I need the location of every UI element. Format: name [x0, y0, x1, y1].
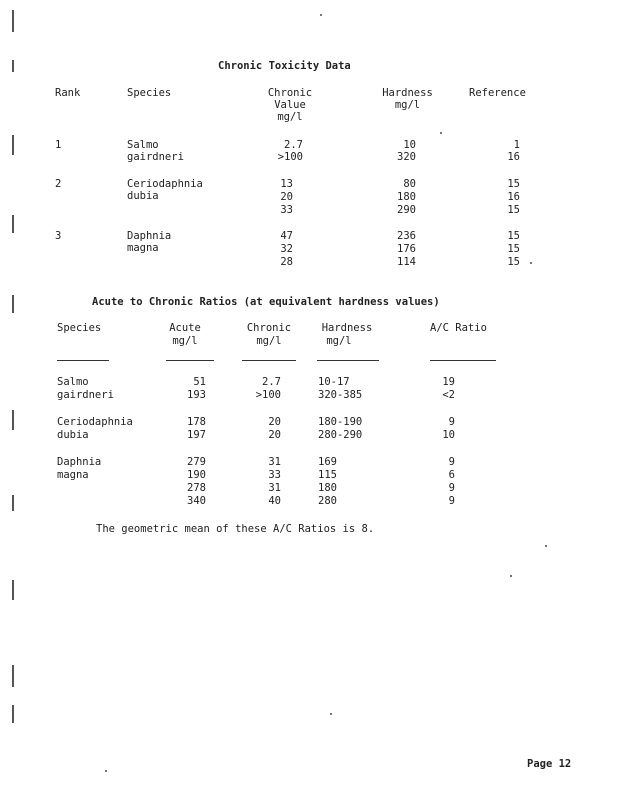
header-underline	[430, 360, 496, 361]
table1-chronic-value: 13	[280, 178, 293, 190]
table1-header-chronic: Value	[274, 99, 306, 111]
table1-hardness-value: 180	[397, 191, 416, 203]
table2-header-ratio: A/C Ratio	[430, 322, 487, 334]
table1-header-reference: Reference	[469, 87, 526, 99]
table2-chronic-value: 31	[268, 482, 281, 494]
table2-hardness-value: 320-385	[318, 389, 363, 401]
table1-reference-value: 16	[507, 151, 520, 163]
table2-chronic-value: 33	[268, 469, 281, 481]
table1-species: Ceriodaphnia	[127, 178, 203, 190]
scan-speck	[105, 770, 107, 772]
table2-hardness-value: 169	[318, 456, 337, 468]
table1-reference-value: 15	[507, 178, 520, 190]
table2-species: Ceriodaphnia	[57, 416, 133, 428]
table1-hardness-value: 320	[397, 151, 416, 163]
table2-acute-value: 278	[187, 482, 206, 494]
table1-header-hardness: Hardness	[382, 87, 433, 99]
table2-chronic-value: 20	[268, 429, 281, 441]
table2-ratio-value: 6	[448, 469, 455, 481]
table2-header-acute: Acute	[169, 322, 201, 334]
table1-chronic-value: 47	[280, 230, 293, 242]
scan-edge-mark	[12, 10, 14, 32]
table2-acute-value: 178	[187, 416, 206, 428]
scan-speck	[440, 132, 442, 134]
table1-header-chronic: Chronic	[267, 87, 313, 99]
table2-acute-value: 340	[187, 495, 206, 507]
table2-header-acute: mg/l	[172, 335, 198, 347]
header-underline	[242, 360, 296, 361]
table2-species: Daphnia	[57, 456, 102, 468]
table1-reference-value: 15	[507, 243, 520, 255]
scan-speck	[320, 14, 322, 16]
geometric-mean-note: The geometric mean of these A/C Ratios is 8.	[96, 523, 375, 535]
scan-edge-mark	[12, 60, 14, 72]
table2-chronic-value: >100	[255, 389, 281, 401]
scan-speck	[545, 545, 547, 547]
scan-edge-mark	[12, 410, 14, 430]
table2-header-chronic: Chronic	[246, 322, 292, 334]
table1-header-hardness: mg/l	[394, 99, 421, 111]
table2-header-species: Species	[57, 322, 102, 334]
page-number: Page 12	[527, 758, 572, 770]
table2-header-hardness: Hardness	[321, 322, 373, 334]
table1-hardness-value: 10	[403, 139, 416, 151]
scan-speck	[330, 713, 332, 715]
table1-species: Salmo	[127, 139, 159, 151]
table2-chronic-value: 2.7	[262, 376, 281, 388]
table2-ratio-value: 9	[448, 456, 455, 468]
table2-species: Salmo	[57, 376, 89, 388]
table2-ratio-value: 10	[442, 429, 455, 441]
table1-chronic-value: >100	[277, 151, 303, 163]
table2-acute-value: 197	[187, 429, 206, 441]
table1-reference-value: 15	[507, 204, 520, 216]
table1-reference-value: 16	[507, 191, 520, 203]
table1-species: Daphnia	[127, 230, 172, 242]
scan-edge-mark	[12, 665, 14, 687]
table1-rank: 3	[55, 230, 62, 242]
table1-species: dubia	[127, 190, 159, 202]
table1-reference-value: 1	[513, 139, 520, 151]
table2-hardness-value: 280-290	[318, 429, 363, 441]
header-underline	[166, 360, 214, 361]
table1-chronic-value: 32	[280, 243, 293, 255]
table1-header-chronic: mg/l	[277, 111, 303, 123]
table1-hardness-value: 114	[397, 256, 416, 268]
table1-rank: 2	[55, 178, 62, 190]
table2-hardness-value: 280	[318, 495, 337, 507]
scan-edge-mark	[12, 495, 14, 511]
table2-species: dubia	[57, 429, 89, 441]
table1-hardness-value: 176	[397, 243, 416, 255]
table2-title: Acute to Chronic Ratios (at equivalent hardness values)	[92, 296, 440, 308]
table1-rank: 1	[55, 139, 62, 151]
scan-edge-mark	[12, 580, 14, 600]
table2-hardness-value: 10-17	[318, 376, 350, 388]
table2-ratio-value: 9	[448, 482, 455, 494]
table2-ratio-value: 19	[442, 376, 455, 388]
table2-ratio-value: <2	[442, 389, 455, 401]
table2-acute-value: 279	[187, 456, 206, 468]
scan-speck	[530, 262, 532, 264]
scan-speck	[510, 575, 512, 577]
table1-header-rank: Rank	[55, 87, 81, 99]
table2-acute-value: 51	[193, 376, 206, 388]
table1-hardness-value: 80	[403, 178, 416, 190]
table1-reference-value: 15	[507, 256, 520, 268]
table1-chronic-value: 2.7	[284, 139, 303, 151]
table2-hardness-value: 180	[318, 482, 337, 494]
table2-acute-value: 190	[187, 469, 206, 481]
header-underline	[317, 360, 379, 361]
table2-header-hardness: mg/l	[326, 335, 352, 347]
table2-ratio-value: 9	[448, 495, 455, 507]
table2-header-chronic: mg/l	[256, 335, 282, 347]
table1-chronic-value: 28	[280, 256, 293, 268]
table2-ratio-value: 9	[448, 416, 455, 428]
table1-species: magna	[127, 242, 159, 254]
scan-edge-mark	[12, 135, 14, 155]
table2-species: gairdneri	[57, 389, 114, 401]
table1-header-species: Species	[127, 87, 172, 99]
table2-hardness-value: 115	[318, 469, 337, 481]
table1-hardness-value: 236	[397, 230, 416, 242]
table1-title: Chronic Toxicity Data	[218, 60, 351, 72]
table1-hardness-value: 290	[397, 204, 416, 216]
scan-edge-mark	[12, 215, 14, 233]
scan-edge-mark	[12, 295, 14, 313]
table2-chronic-value: 20	[268, 416, 281, 428]
table2-hardness-value: 180-190	[318, 416, 363, 428]
scan-edge-mark	[12, 705, 14, 723]
table2-chronic-value: 40	[268, 495, 281, 507]
table1-species: gairdneri	[127, 151, 184, 163]
header-underline	[57, 360, 109, 361]
table2-acute-value: 193	[187, 389, 206, 401]
table2-chronic-value: 31	[268, 456, 281, 468]
table2-species: magna	[57, 469, 89, 481]
table1-chronic-value: 20	[280, 191, 293, 203]
table1-chronic-value: 33	[280, 204, 293, 216]
table1-reference-value: 15	[507, 230, 520, 242]
